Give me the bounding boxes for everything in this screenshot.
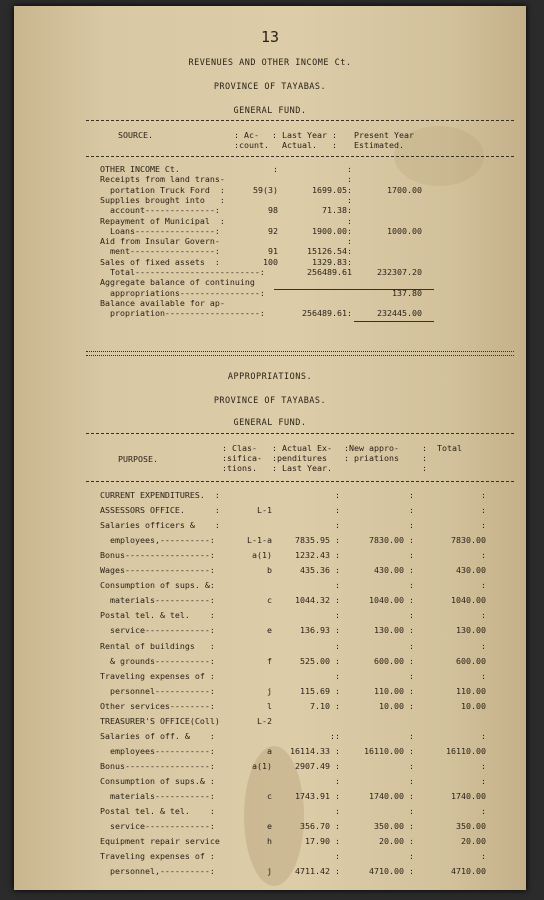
appropriation-row-new: :: [409, 731, 414, 741]
appropriation-row-new: 20.00 :: [379, 836, 414, 846]
appropriation-row-new: 600.00 :: [374, 656, 414, 666]
appropriation-row-label: materials-----------:: [100, 791, 215, 801]
appropriation-row-actual: :: [335, 490, 340, 500]
total-rule: [274, 289, 434, 290]
appropriation-row-classification: c: [267, 791, 272, 801]
revenue-row-last-year: 256489.61: [307, 267, 352, 277]
appropriation-row-new: 130.00 :: [374, 625, 414, 635]
appropriation-row-label: Postal tel. & tel. :: [100, 806, 215, 816]
appropriation-row-new: 110.00 :: [374, 686, 414, 696]
revenue-row-account: 59(3): [253, 185, 278, 195]
appropriations-fund: GENERAL FUND.: [233, 418, 307, 428]
appropriation-row-classification: f: [267, 656, 272, 666]
appropriation-row-total: 10.00: [461, 701, 486, 711]
appropriation-row-label: service-------------:: [100, 625, 215, 635]
appropriation-row-actual: 7835.95 :: [295, 535, 340, 545]
appropriation-row-total: 4710.00: [451, 866, 486, 876]
appropriation-row-label: Equipment repair service: [100, 836, 220, 846]
appropriation-row-total: 16110.00: [446, 746, 486, 756]
appropriation-row-new: 1740.00 :: [369, 791, 414, 801]
revenue-row-account: 100: [263, 257, 278, 267]
appropriation-row-actual: 115.69 :: [300, 686, 340, 696]
revenues-fund: GENERAL FUND.: [233, 106, 307, 116]
appropriation-row-actual: 7.10 :: [310, 701, 340, 711]
appropriation-row-actual: :: [335, 505, 340, 515]
appropriation-row-actual: :: [335, 580, 340, 590]
revenue-row-account: :: [273, 164, 278, 174]
appropriation-row-new: 430.00 :: [374, 565, 414, 575]
header-purpose: PURPOSE.: [118, 454, 158, 464]
appropriation-row-new: :: [409, 761, 414, 771]
appropriation-row-label: Traveling expenses of :: [100, 671, 215, 681]
appropriation-row-actual: :: [335, 671, 340, 681]
header-new-appropriations: :New appro- : priations: [344, 443, 399, 463]
appropriation-row-actual: :: [335, 776, 340, 786]
appropriation-row-classification: l: [267, 701, 272, 711]
header-last-year: : Last Year : Actual. :: [272, 130, 337, 150]
appropriation-row-classification: e: [267, 821, 272, 831]
appropriation-row-total: 430.00: [456, 565, 486, 575]
appropriation-row-label: & grounds-----------:: [100, 656, 215, 666]
appropriation-row-actual: 16114.33 :: [290, 746, 340, 756]
revenue-row-label: Receipts from land trans-: [100, 174, 225, 184]
revenue-row-last-year: 1699.05:: [312, 185, 352, 195]
appropriation-row-new: :: [409, 671, 414, 681]
appropriation-row-new: :: [409, 610, 414, 620]
appropriation-row-total: 600.00: [456, 656, 486, 666]
header-classification: : Clas- :sifica- :tions.: [222, 443, 262, 473]
revenue-row-present-year: 232307.20: [377, 267, 422, 277]
header-actual-expenditures: : Actual Ex- :penditures : Last Year.: [272, 443, 332, 473]
revenue-row-label: Loans----------------:: [100, 226, 220, 236]
appropriation-row-total: 350.00: [456, 821, 486, 831]
appropriation-row-total: 20.00: [461, 836, 486, 846]
revenue-row-label: Aggregate balance of continuing: [100, 277, 255, 287]
appropriation-row-new: :: [409, 520, 414, 530]
revenue-row-last-year: 256489.61:: [302, 308, 352, 318]
appropriation-row-label: Consumption of sups.& :: [100, 776, 215, 786]
revenue-row-account: 98: [268, 205, 278, 215]
divider: [86, 156, 514, 157]
appropriation-row-classification: c: [267, 595, 272, 605]
revenue-row-last-year: 15126.54:: [307, 246, 352, 256]
appropriation-row-actual: 2907.49 :: [295, 761, 340, 771]
appropriation-row-actual: 136.93 :: [300, 625, 340, 635]
appropriation-row-total: :: [481, 550, 486, 560]
appropriation-row-classification: h: [267, 836, 272, 846]
appropriation-row-classification: a: [267, 746, 272, 756]
appropriation-row-actual: 4711.42 :: [295, 866, 340, 876]
appropriation-row-classification: a(1): [252, 761, 272, 771]
appropriation-row-label: Rental of buildings :: [100, 641, 215, 651]
appropriation-row-new: 4710.00 :: [369, 866, 414, 876]
appropriation-row-actual: :: [335, 610, 340, 620]
appropriation-row-classification: b: [267, 565, 272, 575]
appropriation-row-total: :: [481, 520, 486, 530]
appropriation-row-actual: 525.00 :: [300, 656, 340, 666]
double-rule: [86, 355, 514, 356]
revenue-row-label: account--------------:: [100, 205, 220, 215]
appropriation-row-total: :: [481, 731, 486, 741]
appropriation-row-actual: :: [335, 520, 340, 530]
appropriation-row-classification: L-2: [257, 716, 272, 726]
appropriation-row-total: 1040.00: [451, 595, 486, 605]
appropriation-row-total: :: [481, 490, 486, 500]
appropriation-row-actual: 1044.32 :: [295, 595, 340, 605]
appropriation-row-label: personnel,----------:: [100, 866, 215, 876]
appropriation-row-label: TREASURER'S OFFICE(Coll): [100, 716, 220, 726]
revenue-row-label: propriation-------------------:: [100, 308, 265, 318]
appropriation-row-actual: ::: [330, 731, 340, 741]
revenue-row-last-year: :: [347, 216, 352, 226]
appropriation-row-label: Wages-----------------:: [100, 565, 215, 575]
appropriation-row-actual: 1743.91 :: [295, 791, 340, 801]
appropriation-row-actual: :: [335, 851, 340, 861]
revenue-row-present-year: 1700.00: [387, 185, 422, 195]
appropriation-row-actual: :: [335, 641, 340, 651]
appropriation-row-label: employees,----------:: [100, 535, 215, 545]
divider: [86, 120, 514, 121]
revenues-title: REVENUES AND OTHER INCOME Ct.: [188, 58, 352, 68]
double-rule: [86, 351, 514, 352]
appropriation-row-new: :: [409, 641, 414, 651]
appropriation-row-label: materials-----------:: [100, 595, 215, 605]
appropriation-row-actual: 356.70 :: [300, 821, 340, 831]
appropriation-row-new: 16110.00 :: [364, 746, 414, 756]
appropriation-row-total: :: [481, 505, 486, 515]
appropriation-row-total: :: [481, 806, 486, 816]
appropriation-row-label: CURRENT EXPENDITURES. :: [100, 490, 220, 500]
appropriation-row-total: :: [481, 641, 486, 651]
appropriation-row-total: :: [481, 580, 486, 590]
appropriation-row-total: :: [481, 776, 486, 786]
appropriation-row-new: :: [409, 580, 414, 590]
revenue-row-account: 92: [268, 226, 278, 236]
page-number: 13: [260, 28, 280, 46]
appropriation-row-total: :: [481, 851, 486, 861]
revenues-province: PROVINCE OF TAYABAS.: [213, 82, 327, 92]
revenue-row-last-year: :: [347, 236, 352, 246]
document-page: [14, 6, 526, 890]
appropriation-row-classification: j: [267, 686, 272, 696]
revenue-row-label: Total-------------------------:: [100, 267, 265, 277]
appropriation-row-actual: 435.36 :: [300, 565, 340, 575]
appropriation-row-label: personnel-----------:: [100, 686, 215, 696]
revenue-row-present-year: 232445.00: [377, 308, 422, 318]
header-total: : Total : :: [422, 443, 462, 473]
revenue-row-label: Supplies brought into :: [100, 195, 225, 205]
revenue-row-last-year: 71.38:: [322, 205, 352, 215]
appropriation-row-actual: :: [335, 806, 340, 816]
appropriation-row-label: Bonus-----------------:: [100, 761, 215, 771]
appropriation-row-new: :: [409, 851, 414, 861]
appropriation-row-label: service-------------:: [100, 821, 215, 831]
appropriation-row-label: ASSESSORS OFFICE. :: [100, 505, 220, 515]
divider: [86, 433, 514, 434]
appropriation-row-total: 110.00: [456, 686, 486, 696]
appropriation-row-label: Bonus-----------------:: [100, 550, 215, 560]
appropriation-row-label: Other services--------:: [100, 701, 215, 711]
appropriation-row-new: :: [409, 806, 414, 816]
revenue-row-last-year: :: [347, 174, 352, 184]
appropriation-row-new: :: [409, 550, 414, 560]
revenue-row-label: Repayment of Municipal :: [100, 216, 225, 226]
revenue-row-last-year: 1329.83:: [312, 257, 352, 267]
appropriation-row-total: 1740.00: [451, 791, 486, 801]
appropriation-row-label: Consumption of sups. &:: [100, 580, 215, 590]
appropriation-row-actual: 17.90 :: [305, 836, 340, 846]
appropriation-row-new: 10.00 :: [379, 701, 414, 711]
appropriation-row-new: 7830.00 :: [369, 535, 414, 545]
appropriation-row-classification: a(1): [252, 550, 272, 560]
appropriation-row-classification: e: [267, 625, 272, 635]
revenue-row-label: appropriations----------------:: [100, 288, 265, 298]
revenue-row-last-year: :: [347, 195, 352, 205]
appropriation-row-new: 1040.00 :: [369, 595, 414, 605]
appropriation-row-new: :: [409, 776, 414, 786]
appropriation-row-total: 130.00: [456, 625, 486, 635]
appropriation-row-label: Salaries of off. & :: [100, 731, 215, 741]
revenue-row-label: Sales of fixed assets :: [100, 257, 220, 267]
appropriation-row-actual: 1232.43 :: [295, 550, 340, 560]
appropriation-row-total: :: [481, 671, 486, 681]
revenue-row-present-year: 137.80: [392, 288, 422, 298]
revenue-row-label: Balance available for ap-: [100, 298, 225, 308]
appropriation-row-label: Traveling expenses of :: [100, 851, 215, 861]
header-present-year: Present Year Estimated.: [354, 130, 414, 150]
revenue-row-label: OTHER INCOME Ct.: [100, 164, 180, 174]
appropriation-row-new: :: [409, 505, 414, 515]
appropriation-row-total: 7830.00: [451, 535, 486, 545]
revenue-row-account: 91: [268, 246, 278, 256]
header-account: : Ac- :count.: [234, 130, 269, 150]
appropriation-row-new: :: [409, 490, 414, 500]
header-source: SOURCE.: [118, 130, 153, 140]
revenue-row-label: ment-----------------:: [100, 246, 220, 256]
appropriation-row-total: :: [481, 761, 486, 771]
revenue-row-last-year: 1900.00:: [312, 226, 352, 236]
revenue-row-last-year: :: [347, 164, 352, 174]
appropriation-row-label: Postal tel. & tel. :: [100, 610, 215, 620]
revenue-row-present-year: 1000.00: [387, 226, 422, 236]
appropriations-title: APPROPRIATIONS.: [227, 372, 313, 382]
revenue-row-label: Aid from Insular Govern-: [100, 236, 220, 246]
appropriation-row-new: 350.00 :: [374, 821, 414, 831]
appropriation-row-total: :: [481, 610, 486, 620]
appropriation-row-label: Salaries officers & :: [100, 520, 220, 530]
appropriation-row-classification: L-1-a: [247, 535, 272, 545]
total-rule: [354, 321, 434, 322]
appropriation-row-classification: j: [267, 866, 272, 876]
divider: [86, 481, 514, 482]
appropriations-province: PROVINCE OF TAYABAS.: [213, 396, 327, 406]
revenue-row-label: portation Truck Ford :: [100, 185, 225, 195]
appropriation-row-classification: L-1: [257, 505, 272, 515]
appropriation-row-label: employees-----------:: [100, 746, 215, 756]
